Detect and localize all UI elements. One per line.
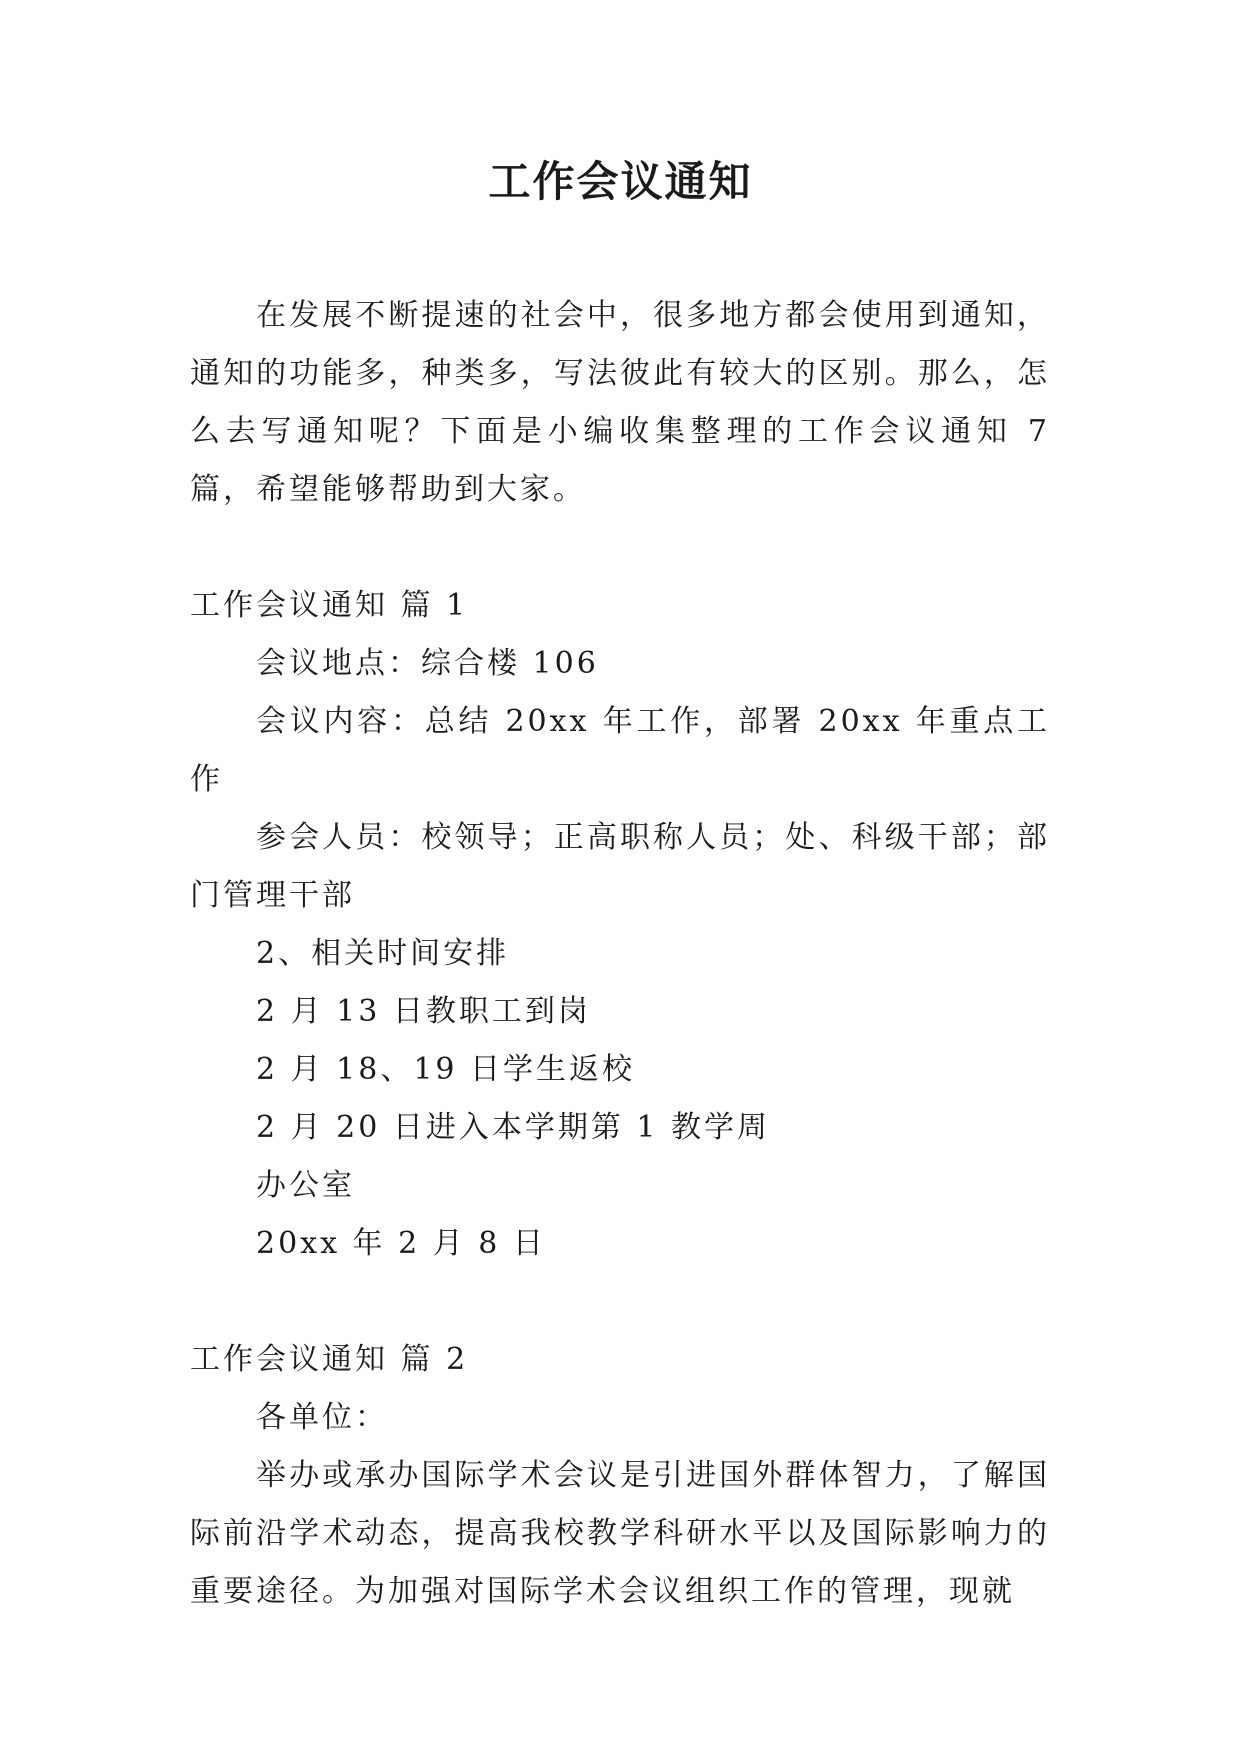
issue-date: 20xx 年 2 月 8 日: [256, 1226, 546, 1261]
schedule-item: 2 月 13 日教职工到岗: [256, 994, 591, 1029]
schedule-item: 2 月 18、19 日学生返校: [256, 1052, 636, 1087]
issuer: 办公室: [256, 1168, 355, 1203]
intro-paragraph: 在发展不断提速的社会中，很多地方都会使用到通知，通知的功能多，种类多，写法彼此有较大的区别。那么，怎么去写通知呢？下面是小编收集整理的工作会议通知 7 篇，希望能够帮助到大家。: [190, 298, 1050, 507]
section-1-heading: 工作会议通知 篇 1: [190, 588, 469, 623]
meeting-attendees: 参会人员：校领导；正高职称人员；处、科级干部；部门管理干部: [190, 820, 1050, 913]
schedule-item: 2 月 20 日进入本学期第 1 教学周: [256, 1110, 771, 1145]
meeting-content: 会议内容：总结 20xx 年工作，部署 20xx 年重点工作: [190, 704, 1050, 797]
section-2-body: 举办或承办国际学术会议是引进国外群体智力，了解国际前沿学术动态，提高我校教学科研水平以及国际影响力的重要途径。为加强对国际学术会议组织工作的管理，现就: [190, 1458, 1050, 1609]
schedule-title: 2、相关时间安排: [256, 936, 510, 971]
meeting-location: 会议地点：综合楼 106: [256, 646, 599, 681]
document-body: [190, 287, 1050, 1621]
section-2-heading: 工作会议通知 篇 2: [190, 1342, 469, 1377]
salutation: 各单位：: [256, 1400, 388, 1435]
document-title: 工作会议通知: [488, 157, 753, 206]
